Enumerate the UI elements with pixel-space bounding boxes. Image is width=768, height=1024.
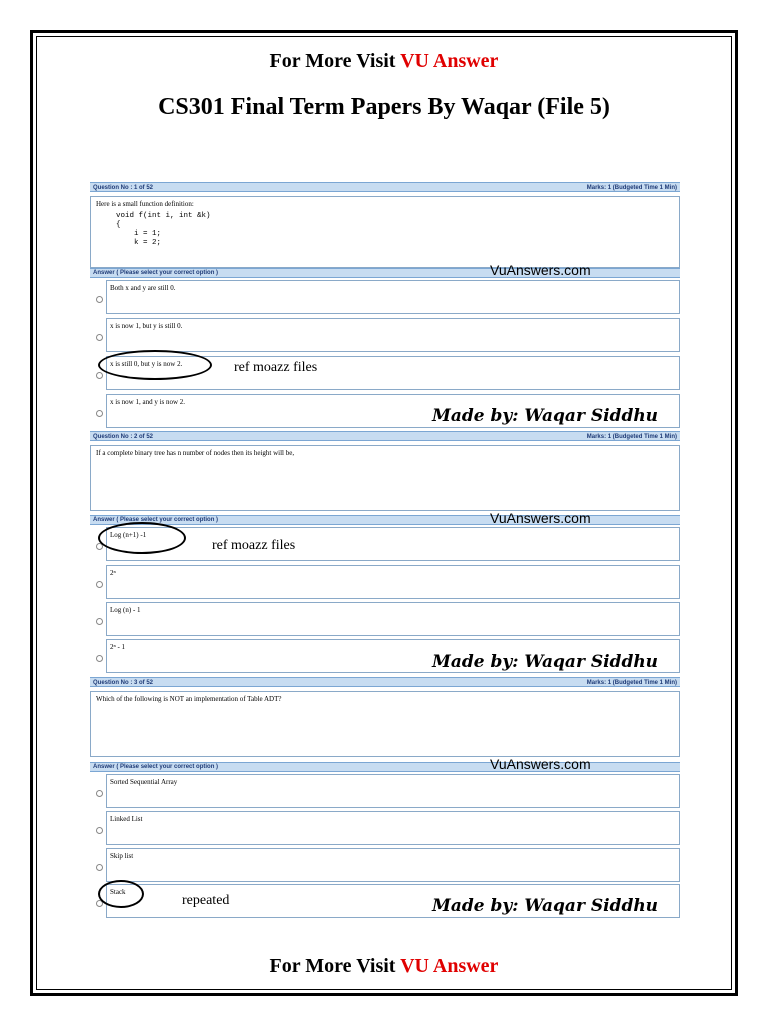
radio-button[interactable] <box>96 334 103 341</box>
footer-vu-answer-link[interactable]: VU Answer <box>400 955 499 977</box>
option-text: x is now 1, but y is still 0. <box>106 318 680 352</box>
option-text: Stack <box>106 884 680 918</box>
made-by-signature: Made by: Waqar Siddhu <box>432 652 659 672</box>
question-bar-2 <box>90 431 680 441</box>
answer-bar-1 <box>90 268 680 278</box>
option-3-3[interactable] <box>90 848 680 884</box>
question-text-box-1 <box>90 196 680 268</box>
radio-button[interactable] <box>96 296 103 303</box>
option-text: x is still 0, but y is now 2. <box>106 356 680 390</box>
option-text: 2ⁿ <box>106 565 680 599</box>
answer-note: ref moazz files <box>234 360 318 375</box>
question-marks: Marks: 1 (Budgeted Time 1 Min) <box>586 434 677 440</box>
header-vu-answer-link[interactable]: VU Answer <box>400 50 499 72</box>
watermark-text: VuAnswers.com <box>490 756 591 772</box>
exam-screenshot <box>90 182 680 922</box>
radio-button[interactable] <box>96 864 103 871</box>
question-bar-1 <box>90 182 680 192</box>
radio-button[interactable] <box>96 618 103 625</box>
radio-button[interactable] <box>96 790 103 797</box>
answer-circle-mark <box>98 350 212 380</box>
radio-button[interactable] <box>96 581 103 588</box>
question-number: Question No : 3 of 52 <box>93 680 154 686</box>
question-number: Question No : 2 of 52 <box>93 434 154 440</box>
radio-button[interactable] <box>96 410 103 417</box>
question-bar-3 <box>90 677 680 687</box>
question-text-box-3 <box>90 691 680 757</box>
answer-bar-2 <box>90 515 680 525</box>
watermark-text: VuAnswers.com <box>490 510 591 526</box>
answer-bar-label: Answer ( Please select your correct option ) <box>93 517 219 523</box>
made-by-signature: Made by: Waqar Siddhu <box>432 896 659 916</box>
option-3-1[interactable] <box>90 774 680 810</box>
header-prefix: For More Visit <box>269 50 401 72</box>
option-1-2[interactable] <box>90 318 680 354</box>
answer-note: ref moazz files <box>212 538 296 553</box>
header-visit-line <box>0 50 768 73</box>
answer-bar-label: Answer ( Please select your correct option ) <box>93 270 219 276</box>
answer-circle-mark <box>98 880 144 908</box>
watermark-text: VuAnswers.com <box>490 262 591 278</box>
answer-bar-label: Answer ( Please select your correct option ) <box>93 764 219 770</box>
question-text: Here is a small function definition: <box>96 200 194 208</box>
option-2-3[interactable] <box>90 602 680 638</box>
made-by-signature: Made by: Waqar Siddhu <box>432 406 659 426</box>
radio-button[interactable] <box>96 655 103 662</box>
question-text: If a complete binary tree has n number of nodes then its height will be, <box>96 449 295 457</box>
radio-button[interactable] <box>96 827 103 834</box>
footer-visit-line <box>0 955 768 978</box>
option-text: Sorted Sequential Array <box>106 774 680 808</box>
option-text: x is now 1, and y is now 2. <box>106 394 680 428</box>
question-marks: Marks: 1 (Budgeted Time 1 Min) <box>586 185 677 191</box>
option-3-2[interactable] <box>90 811 680 847</box>
answer-note: repeated <box>182 893 230 908</box>
radio-button[interactable] <box>96 372 103 379</box>
option-text: Log (n) - 1 <box>106 602 680 636</box>
question-code: void f(int i, int &k) { i = 1; k = 2; <box>116 212 211 247</box>
question-marks: Marks: 1 (Budgeted Time 1 Min) <box>586 680 677 686</box>
answer-circle-mark <box>98 522 186 554</box>
option-text: Both x and y are still 0. <box>106 280 680 314</box>
question-number: Question No : 1 of 52 <box>93 185 154 191</box>
answer-bar-3 <box>90 762 680 772</box>
document-title: CS301 Final Term Papers By Waqar (File 5) <box>158 94 610 120</box>
question-text: Which of the following is NOT an implementation of Table ADT? <box>96 695 282 703</box>
option-text: Skip list <box>106 848 680 882</box>
footer-prefix: For More Visit <box>269 955 401 977</box>
option-text: 2ⁿ - 1 <box>106 639 680 673</box>
option-2-2[interactable] <box>90 565 680 601</box>
option-text: Log (n+1) -1 <box>106 527 680 561</box>
option-1-1[interactable] <box>90 280 680 316</box>
question-text-box-2 <box>90 445 680 511</box>
option-text: Linked List <box>106 811 680 845</box>
